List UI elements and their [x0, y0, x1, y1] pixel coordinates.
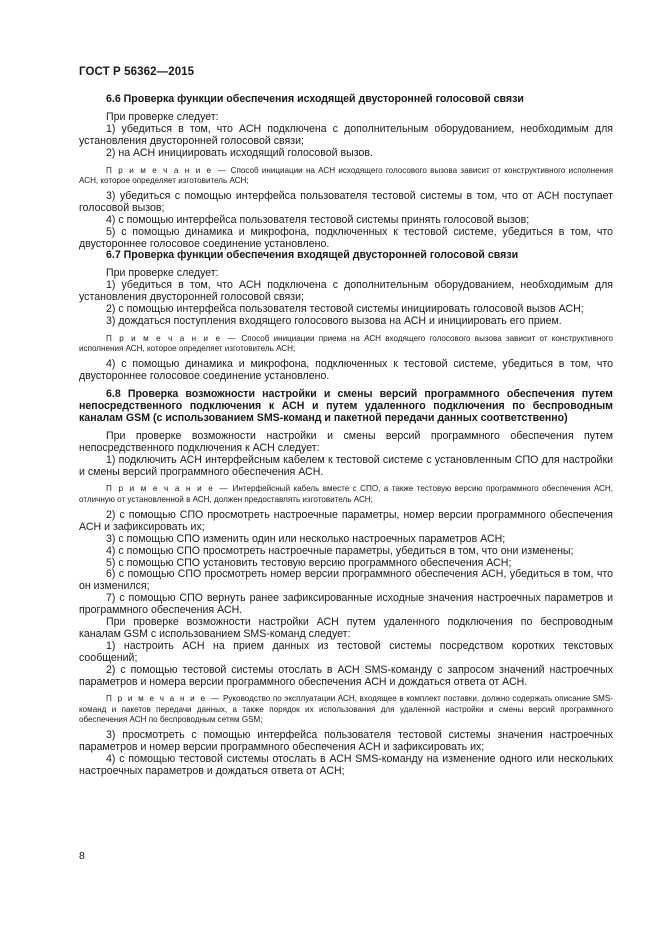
list-item: 3) с помощью СПО изменить один или несколько настроечных параметров АСН;: [106, 532, 506, 545]
list-item: 4) с помощью тестовой системы отослать в АСН SMS-команду на изменение одного или нескольких настроечных параметров и дождаться ответа от АСН;: [79, 752, 613, 777]
list-item: 3) дождаться поступления входящего голосового вызова на АСН и инициировать его прием.: [106, 315, 562, 327]
section-6-7-intro: При проверке следует:: [106, 267, 219, 280]
standard-header: ГОСТ Р 56362—2015: [79, 66, 195, 78]
section-6-8-heading: 6.8 Проверка возможности настройки и смены версий программного обеспечения путем непосредственного подключения к АСН и путем удаленного подключения по беспроводным каналам GSM (с использованием SMS-команд и пакетной передачи данных соответственно): [79, 388, 613, 424]
list-item: 5) с помощью СПО установить тестовую версию программного обеспечения АСН;: [106, 556, 512, 569]
section-6-6-heading: 6.6 Проверка функции обеспечения исходящей двусторонней голосовой связи: [106, 93, 524, 105]
section-6-7-heading: 6.7 Проверка функции обеспечения входящей двусторонней голосовой связи: [106, 249, 519, 262]
list-item: 1) убедиться в том, что АСН подключена с дополнительным оборудованием, необходимым для установления двусторонней голосовой связи;: [79, 122, 613, 147]
list-item: 2) с помощью СПО просмотреть настроечные параметры, номер версии программного обеспечения АСН и зафиксировать их;: [79, 508, 613, 533]
note: [79, 334, 613, 354]
list-item: 1) убедиться в том, что АСН подключена с дополнительным оборудованием, необходимым для установления двусторонней голосовой связи;: [79, 279, 613, 304]
note-label: П р и м е ч а н и е —: [106, 165, 228, 175]
note-text: Руководство по эксплуатации АСН, входящее в комплект поставки, должно содержать описание SMS-команд и пакетов передачи данных, а также порядок их использования для удаленной настройки и смены версий программного обеспечения АСН по беспроводным сетям GSM;: [79, 694, 614, 724]
note-label: П р и м е ч а н и е —: [106, 333, 238, 343]
note-text: Способ инициации приема на АСН входящего голосового вызова зависит от конструктивного исполнения АСН, которое определяет изготовитель АСН;: [79, 333, 613, 354]
list-item: 7) с помощью СПО вернуть ранее зафиксированные исходные значения настроечных параметров и программного обеспечения АСН.: [79, 592, 613, 617]
note: [79, 694, 613, 725]
note-text: Способ инициации на АСН исходящего голосового вызова зависит от конструктивного исполнения АСН, которое определяет изготовитель АСН;: [79, 165, 614, 185]
list-item: 6) с помощью СПО просмотреть номер версии программного обеспечения АСН, убедиться в том, что он изменился;: [79, 568, 613, 593]
list-item: 3) просмотреть с помощью интерфейса пользователя тестовой системы значения настроечных параметров и номер версии программного обеспечения АСН и зафиксировать их;: [79, 729, 613, 753]
list-item: 1) настроить АСН на прием данных из тестовой системы посредством коротких текстовых сообщений;: [79, 639, 613, 664]
section-6-8-intro-remote: При проверке возможности настройки АСН путем удаленного подключения по беспроводным каналам GSM с использованием SMS-команд следует:: [79, 616, 613, 640]
list-item: 4) с помощью СПО просмотреть настроечные параметры, убедиться в том, что они изменены;: [106, 544, 574, 557]
list-item: 5) с помощью динамика и микрофона, подключенных к тестовой системе, убедиться в том, что двустороннее голосовое соединение установлено.: [79, 225, 613, 250]
list-item: 1) подключить АСН интерфейсным кабелем к тестовой системе с установленным СПО для настройки и смены версий программного обеспечения АСН.: [79, 453, 613, 478]
page-number: 8: [79, 850, 85, 862]
list-item: 4) с помощью динамика и микрофона, подключенных к тестовой системе, убедиться в том, что двустороннее голосовое соединение установлено.: [79, 358, 613, 383]
section-6-6-intro: При проверке следует:: [106, 110, 219, 123]
section-6-8-intro: При проверке возможности настройки и смены версий программного обеспечения путем непосредственного подключения к АСН следует:: [79, 429, 613, 454]
note: [79, 484, 613, 504]
list-item: 3) убедиться с помощью интерфейса пользователя тестовой системы в том, что от АСН поступает голосовой вызов;: [79, 189, 613, 214]
note-label: П р и м е ч а н и е —: [106, 694, 221, 704]
list-item: 2) с помощью интерфейса пользователя тестовой системы инициировать голосовой вызов АСН;: [106, 303, 584, 316]
note: [79, 166, 613, 186]
list-item: 2) с помощью тестовой системы отослать в АСН SMS-команду с запросом значений настроечных параметров и номера версии программного обеспечения АСН и дождаться ответа от АСН.: [79, 663, 613, 688]
list-item: 4) с помощью интерфейса пользователя тестовой системы принять голосовой вызов;: [106, 213, 530, 226]
document-body: [79, 94, 613, 778]
note-text: Интерфейсный кабель вместе с СПО, а также тестовую версию программного обеспечения АСН, отличную от установленной в АСН, должен предоставлять изготовитель АСН;: [79, 484, 614, 504]
list-item: 2) на АСН инициировать исходящий голосовой вызов.: [106, 146, 373, 159]
note-label: П р и м е ч а н и е —: [106, 484, 230, 494]
